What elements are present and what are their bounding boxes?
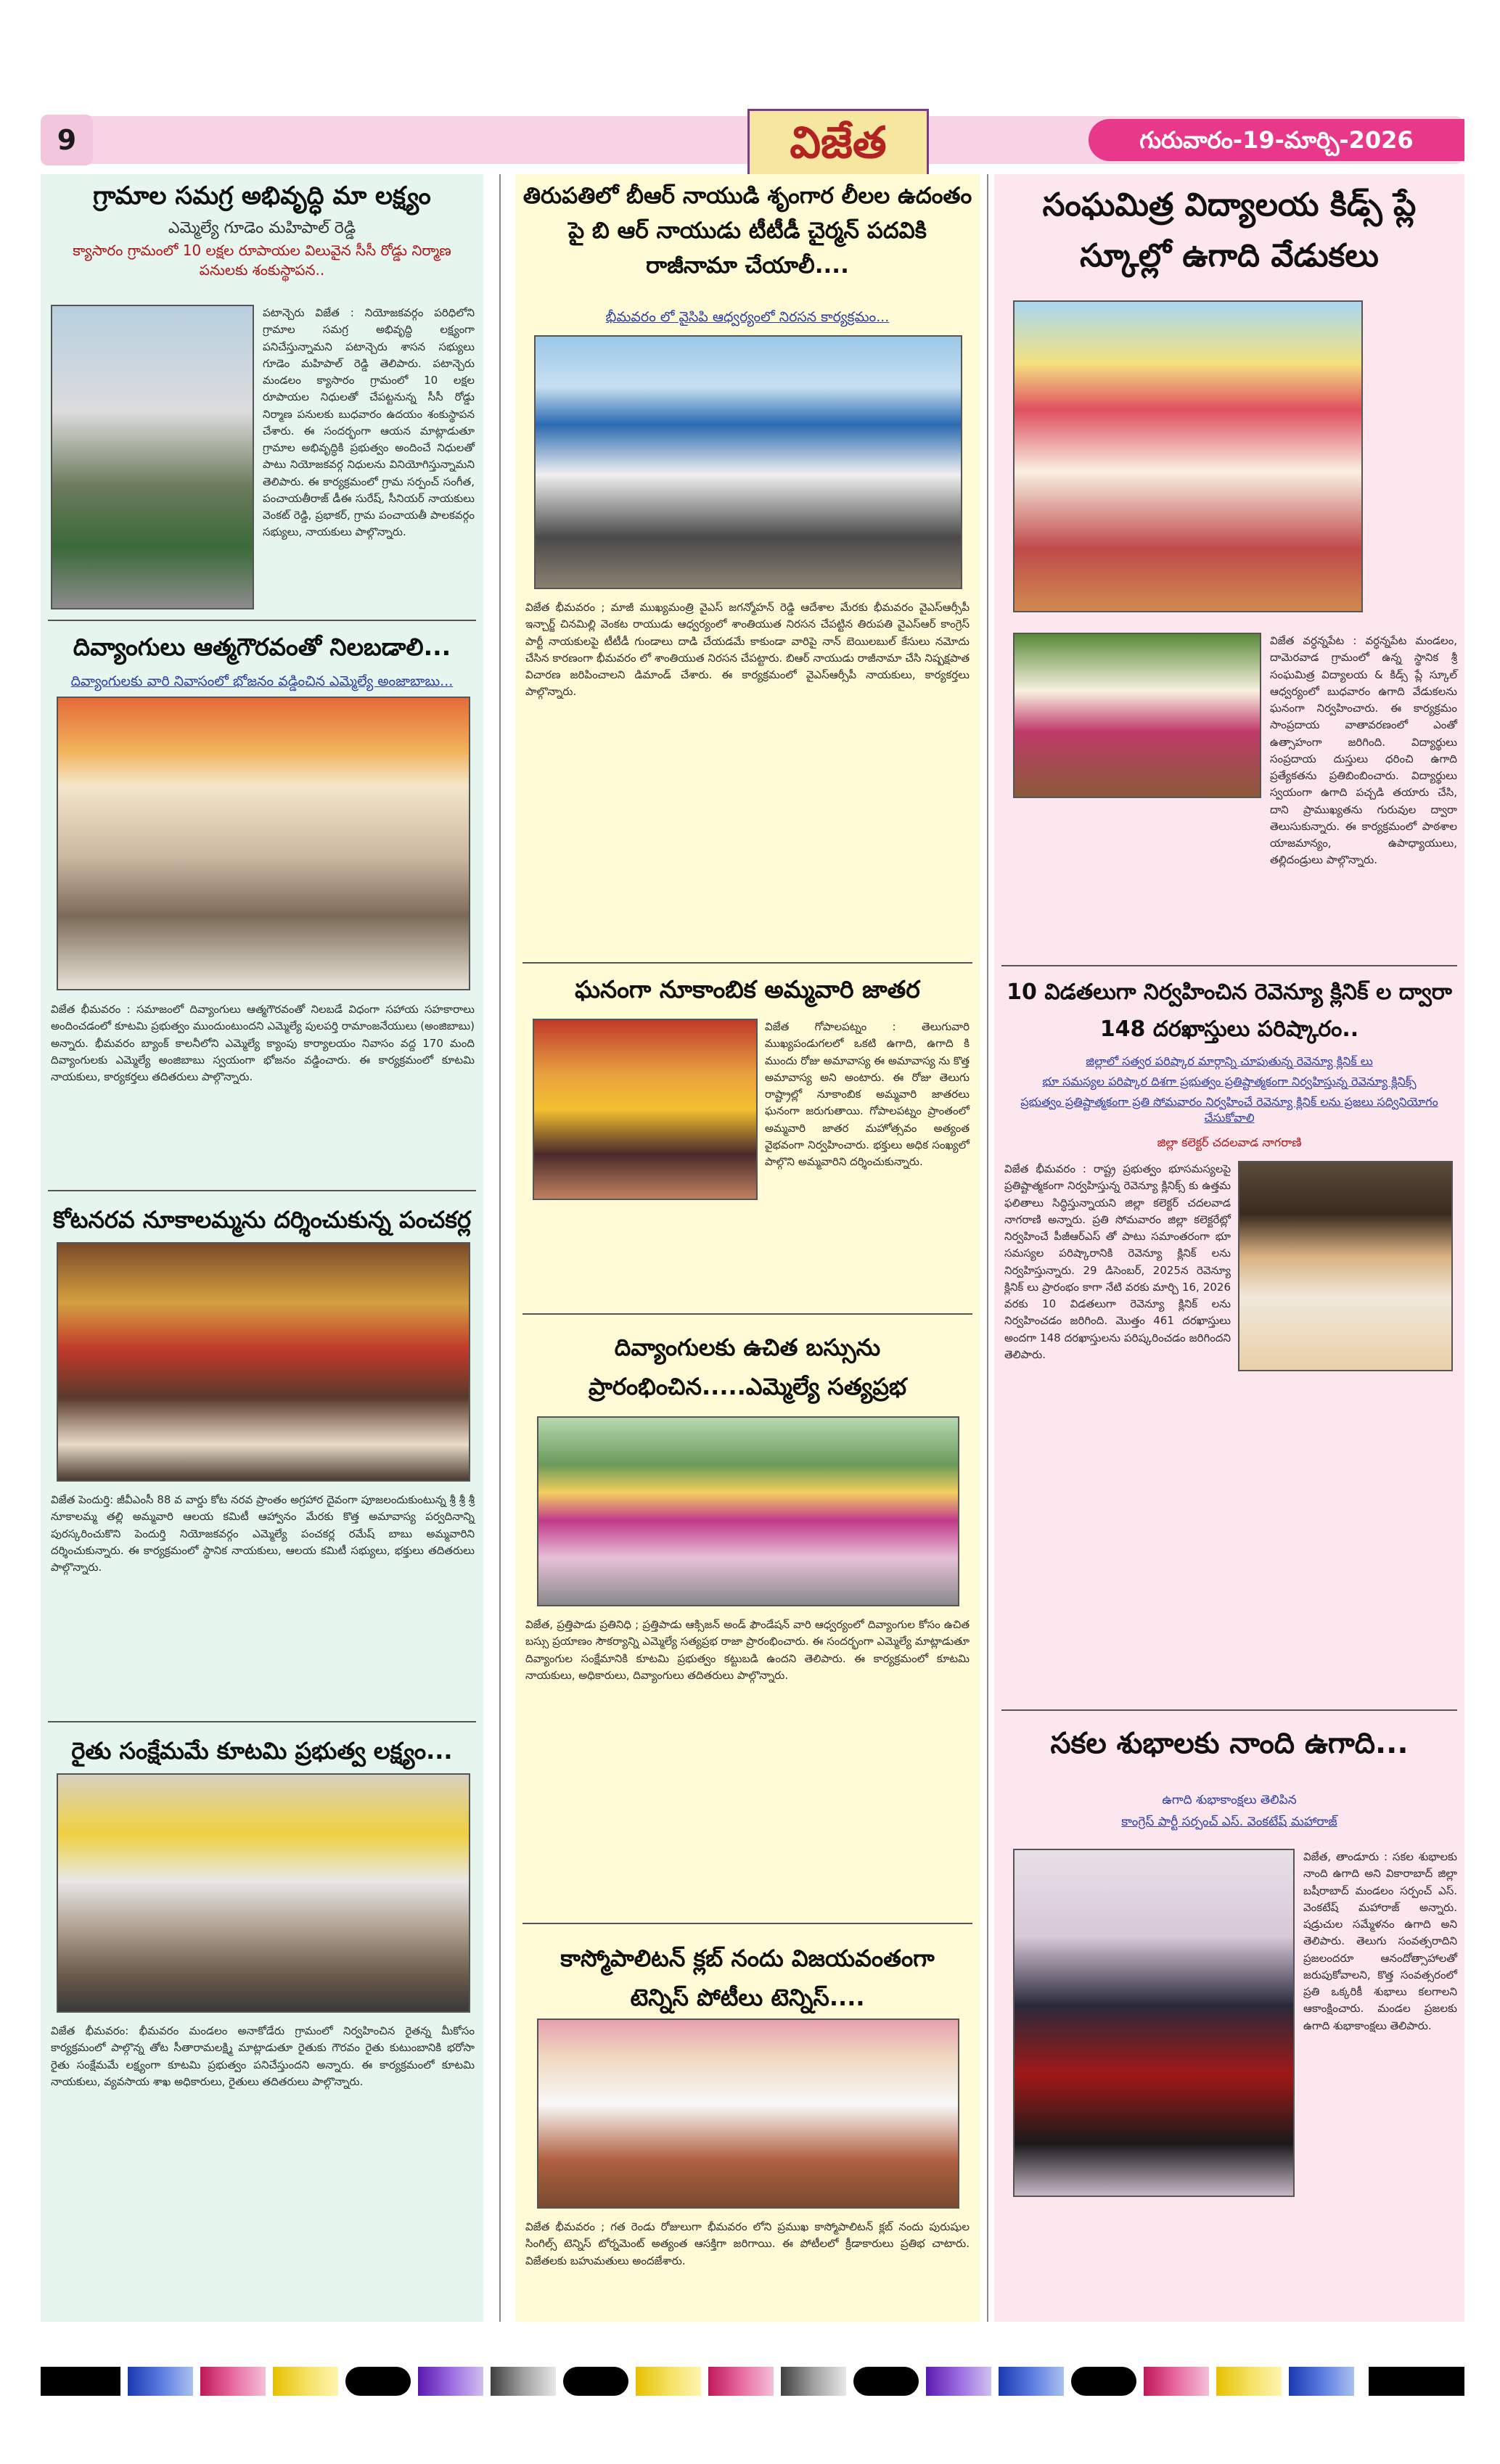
article-body: విజేత పెందుర్తి: జీవీఎంసీ 88 వ వార్డు కోట నరవ ప్రాంతం అగ్రహార దైవంగా పూజలందుకుంటున్న శ్రీ శ్రీ శ్రీ నూకాలమ్మ తల్లి అమ్మవారి ఆలయ కమిటీ ఆహ్వానం మేరకు కొత్త అమావాస్య పర్వదినాన్ని పురస్కరించుకొని పెందుర్తి నియోజకవర్గం ఎమ్మెల్యే పంచకర్ల రమేష్ బాబు అమ్మవారిని దర్శించుకున్నారు. ఈ కార్యక్రమంలో స్థానిక నాయకులు, ఆలయ కమిటీ సభ్యులు, భక్తులు తదితరులు పాల్గొన్నారు.	[51, 1493, 475, 1574]
news-photo	[51, 305, 254, 609]
issue-date: గురువారం-19-మార్చి-2026	[1089, 119, 1464, 161]
column-divider	[987, 174, 988, 2322]
article-divider	[522, 1313, 972, 1315]
article-body: విజేత భీమవరం : రాష్ట్ర ప్రభుత్వం భూసమస్యలపై ప్రతిష్టాత్మకంగా నిర్వహిస్తున్న రెవెన్యూ క్లినిక్స్ కు ఉత్తమ ఫలితాలు సిద్ధిస్తున్నాయని జిల్లా కలెక్టర్ చదలవాడ నాగరాణి అన్నారు. ప్రతి సోమవారం జిల్లా కలెక్టరేట్లో నిర్వహించే పీజీఆర్ఎస్ తో పాటు సమాంతరంగా భూ సమస్యల పరిష్కారానికి రెవెన్యూ క్లినిక్ లను నిర్వహిస్తున్నారు. 29 డిసెంబర్, 2025న రెవెన్యూ క్లినిక్ లు ప్రారంభం కాగా నేటి వరకు మార్చి 16, 2026 వరకు 10 విడతలుగా రెవెన్యూ క్లినిక్ లను నిర్వహించడం జరిగింది. మొత్తం 461 దరఖాస్తులు అందగా 148 దరఖాస్తులను పరిష్కరించడం జరిగిందని తెలిపారు.	[1004, 1162, 1231, 1361]
article-subhead: ప్రభుత్వం ప్రతిష్టాత్మకంగా ప్రతి సోమవారం నిర్వహించే రెవెన్యూ క్లినిక్ లను ప్రజలు సద్వినియోగం చేసుకోవాలి	[1020, 1095, 1438, 1125]
article-divider	[1001, 965, 1457, 966]
article-body: విజేత గోపాలపట్నం : తెలుగువారి ముఖ్యపండుగలలో ఒకటి ఉగాది, ఉగాది కి ముందు రోజు అమావాస్య ఈ అమావాస్య ను కొత్త అమావాస్య అని అంటారు. ఈ రోజు తెలుగు రాష్ట్రాల్లో నూకాంబిక అమ్మవారి జాతరలు ఘనంగా జరుగుతాయి. గోపాలపట్నం ప్రాంతంలో అమ్మవారి జాతర మహోత్సవం అత్యంత వైభవంగా నిర్వహించారు. భక్తులు అధిక సంఖ్యలో పాల్గొని అమ్మవారిని దర్శించుకున్నారు.	[765, 1020, 970, 1168]
article-body: విజేత, ప్రత్తిపాడు ప్రతినిధి ; ప్రత్తిపాడు ఆక్సిజన్ అండ్ ఫౌండేషన్ వారి ఆధ్వర్యంలో దివ్యాంగుల కోసం ఉచిత బస్సు ప్రయాణం సౌకర్యాన్ని ఎమ్మెల్యే సత్యప్రభ రాజా ప్రారంభించారు. ఈ సందర్భంగా ఎమ్మెల్యే మాట్లాడుతూ దివ్యాంగుల సంక్షేమానికి కూటమి ప్రభుత్వం కట్టుబడి ఉందని తెలిపారు. ఈ కార్యక్రమంలో కూటమి నాయకులు, అధికారులు, దివ్యాంగులు తదితరులు పాల్గొన్నారు.	[525, 1618, 970, 1682]
article-divider	[48, 620, 476, 621]
news-photo	[57, 697, 470, 990]
article-subhead: ఎమ్మెల్యే గూడెం మహిపాల్ రెడ్డి	[168, 219, 356, 237]
article-subhead: కాంగ్రెస్ పార్టీ సర్పంచ్ ఎస్. వెంకటేష్ మహారాజ్	[1121, 1815, 1337, 1829]
article-headline: తిరుపతిలో బీఆర్ నాయుడి శృంగార లీలల ఉదంతం పై బి ఆర్ నాయుడు టీటీడీ చైర్మన్ పదవికి రాజీనామా చేయాలీ....	[522, 183, 972, 279]
article-headline: ఘనంగా నూకాంబిక అమ్మవారి జాతర	[575, 975, 920, 1003]
article-body: విజేత భీమవరం ; మాజీ ముఖ్యమంత్రి వైఎస్ జగన్మోహన్ రెడ్డి ఆదేశాల మేరకు భీమవరం వైఎస్ఆర్సీపీ ఇన్చార్జ్ చినమిల్లి వెంకట రాయుడు ఆధ్వర్యంలో శాంతియుత నిరసన చేపట్టిన తిరుపతి వైఎస్ఆర్ కాంగ్రెస్ పార్టీ నాయకులపై టీటీడీ గుండాలు దాడి చేయడమే కాకుండా వారిపై నాన్ బెయిలబుల్ కేసులు నమోదు చేసిన కారణంగా భీమవరం లో శాంతియుత నిరసన చేపట్టారు. బిఆర్ నాయుడు రాజీనామా చేసి నిష్పక్షపాత విచారణ జరిపించాలని డిమాండ్ చేశారు. ఈ కార్యక్రమంలో వైఎస్ఆర్సీపీ నాయకులు, కార్యకర్తలు పాల్గొన్నారు.	[525, 601, 970, 699]
article-subhead: జిల్లాలో సత్వర పరిష్కార మార్గాన్ని చూపుతున్న రెవెన్యూ క్లినిక్ లు	[1086, 1054, 1373, 1068]
article-headline: 10 విడతలుగా నిర్వహించిన రెవెన్యూ క్లినిక్ ల ద్వారా 148 దరఖాస్తులు పరిష్కారం..	[1007, 980, 1452, 1042]
article-divider	[48, 1721, 476, 1722]
news-photo	[57, 1773, 470, 2013]
news-photo	[57, 1242, 470, 1482]
article-headline: గ్రామాల సమగ్ర అభివృద్ధి మా లక్ష్యం	[93, 181, 431, 210]
article-subhead: ఉగాది శుభాకాంక్షలు తెలిపిన	[1162, 1793, 1297, 1807]
article-divider	[522, 1923, 972, 1924]
article-body: విజేత వర్ధన్నపేట : వర్ధన్నపేట మండలం, దామెరవాడ గ్రామంలో ఉన్న స్థానిక శ్రీ సంఘమిత్ర విద్యాలయ & కిడ్స్ ప్లే స్కూల్ ఆధ్వర్యంలో బుధవారం ఉగాది వేడుకలను ఘనంగా నిర్వహించారు. ఈ కార్యక్రమం సాంప్రదాయ వాతావరణంలో ఎంతో ఉత్సాహంగా జరిగింది. విద్యార్థులు సంప్రదాయ దుస్తులు ధరించి ఉగాది ప్రత్యేకతను ప్రతిబింబించారు. విద్యార్థులు స్వయంగా ఉగాది పచ్చడి తయారు చేసి, దాని ప్రాముఖ్యతను గురువుల ద్వారా తెలుసుకున్నారు. ఈ కార్యక్రమంలో పాఠశాల యాజమాన్యం, ఉపాధ్యాయులు, తల్లిదండ్రులు పాల్గొన్నారు.	[1270, 634, 1457, 867]
news-photo	[537, 2019, 959, 2209]
masthead-logo: విజేత	[747, 109, 929, 178]
article-subhead: జిల్లా కలెక్టర్ చదలవాడ నాగరాణి	[1157, 1136, 1302, 1149]
news-photo	[537, 1416, 959, 1606]
news-photo	[1013, 633, 1261, 798]
news-photo	[533, 1019, 758, 1200]
news-photo	[1013, 300, 1363, 612]
article-body: విజేత భీమవరం ; గత రెండు రోజులుగా భీమవరం లోని ప్రముఖ కాస్మోపాలిటన్ క్లబ్ నందు పురుషుల సింగిల్స్ టెన్నిస్ టోర్నమెంట్ అత్యంత ఆసక్తిగా జరిగాయి. ఈ పోటీలలో క్రీడాకారులు ప్రతిభ చాటారు. విజేతలకు బహుమతులు అందజేశారు.	[525, 2220, 970, 2267]
page-number: 9	[41, 115, 93, 165]
article-headline: సంఘమిత్ర విద్యాలయ కిడ్స్ ప్లే స్కూల్లో ఉగాది వేడుకలు	[1042, 186, 1417, 275]
article-headline: రైతు సంక్షేమమే కూటమి ప్రభుత్వ లక్ష్యం...	[71, 1737, 453, 1765]
article-subhead: క్యాసారం గ్రామంలో 10 లక్షల రూపాయల విలువైన సీసీ రోడ్డు నిర్మాణ పనులకు శంకుస్థాపన..	[73, 242, 451, 279]
news-photo	[1238, 1161, 1453, 1371]
article-headline: సకల శుభాలకు నాంది ఉగాది...	[1050, 1727, 1409, 1760]
article-subhead: భూ సమస్యల పరిష్కార దిశగా ప్రభుత్వం ప్రతిష్టాత్మకంగా నిర్వహిస్తున్న రెవెన్యూ క్లినిక్స్	[1042, 1075, 1417, 1088]
article-body: విజేత, తాండూరు : సకల శుభాలకు నాంది ఉగాది అని వికారాబాద్ జిల్లా బషీరాబాద్ మండలం సర్పంచ్ ఎస్. వెంకటేష్ మహారాజ్ అన్నారు. షడ్రుచుల సమ్మేళనం ఉగాది అని తెలిపారు. తెలుగు సంవత్సరాదిని ప్రజలందరూ ఆనందోత్సాహాలతో జరుపుకోవాలని, కొత్త సంవత్సరంలో ప్రతి ఒక్కరికీ శుభాలు కలగాలని ఆకాంక్షించారు. మండల ప్రజలకు ఉగాది శుభాకాంక్షలు తెలిపారు.	[1303, 1850, 1457, 2032]
news-photo	[534, 335, 962, 589]
article-divider	[1001, 1709, 1457, 1711]
news-photo	[1013, 1849, 1295, 2197]
article-headline: దివ్యాంగులు ఆత్మగౌరవంతో నిలబడాలి...	[73, 633, 451, 661]
article-subhead: దివ్యాంగులకు వారి నివాసంలో భోజనం వడ్డించిన ఎమ్మెల్యే అంజాబాబు...	[70, 673, 454, 689]
column-divider	[499, 174, 501, 2322]
article-subhead: భీమవరం లో వైసిపి ఆధ్వర్యంలో నిరసన కార్యక్రమం...	[605, 309, 890, 325]
article-headline: కాస్మోపాలిటన్ క్లబ్ నందు విజయవంతంగా టెన్నిస్ పోటీలు టెన్నిస్....	[560, 1944, 935, 2012]
article-body: విజేత భీమవరం : సమాజంలో దివ్యాంగులు ఆత్మగౌరవంతో నిలబడే విధంగా సహాయ సహకారాలు అందించడంలో కూటమి ప్రభుత్వం ముందుంటుందని ఎమ్మెల్యే పులపర్తి రామాంజనేయులు (అంజిబాబు) అన్నారు. భీమవరం బ్యాంక్ కాలనీలోని ఎమ్మెల్యే క్యాంపు కార్యాలయం నివాసం వద్ద 170 మంది దివ్యాంగులకు ఎమ్మెల్యే అంజిబాబు స్వయంగా భోజనం వడ్డించారు. ఈ కార్యక్రమంలో కూటమి నాయకులు, కార్యకర్తలు తదితరులు పాల్గొన్నారు.	[51, 1003, 475, 1083]
article-body: పటాన్చెరు విజేత : నియోజకవర్గం పరిధిలోని గ్రామాల సమగ్ర అభివృద్ధి లక్ష్యంగా పనిచేస్తున్నామని పటాన్చెరు శాసన సభ్యులు గూడెం మహిపాల్ రెడ్డి తెలిపారు. పటాన్చెరు మండలం క్యాసారం గ్రామంలో 10 లక్షల రూపాయల నిధులతో చేపట్టనున్న సీసీ రోడ్డు నిర్మాణ పనులకు బుధవారం ఉదయం శంకుస్థాపన చేశారు. ఈ సందర్భంగా ఆయన మాట్లాడుతూ గ్రామాల అభివృద్ధికి ప్రభుత్వం అందించే నిధులతో పాటు నియోజకవర్గ నిధులను వినియోగిస్తున్నామని తెలిపారు. ఈ కార్యక్రమంలో గ్రామ సర్పంచ్ సంగీత, పంచాయతీరాజ్ డీఈ సురేష్, సీనియర్ నాయకులు వెంకట్ రెడ్డి, ప్రభాకర్, గ్రామ పంచాయతీ పాలకవర్గం సభ్యులు, నాయకులు పాల్గొన్నారు.	[263, 306, 475, 539]
article-headline: దివ్యాంగులకు ఉచిత బస్సును ప్రారంభించిన.....ఎమ్మెల్యే సత్యప్రభ	[588, 1334, 907, 1401]
article-divider	[522, 962, 972, 964]
article-headline: కోటనరవ నూకాలమ్మను దర్శించుకున్న పంచకర్ల	[53, 1206, 471, 1233]
article-divider	[48, 1190, 476, 1191]
footer-color-strip	[41, 2367, 1464, 2396]
article-body: విజేత భీమవరం: భీమవరం మండలం అనాకోడేరు గ్రామంలో నిర్వహించిన రైతన్న మీకోసం కార్యక్రమంలో పాల్గొన్న తోట సీతారామలక్ష్మి మాట్లాడుతూ రైతుకు గౌరవం రైతు కుటుంబానికి భరోసా రైతు సంక్షేమమే లక్ష్యంగా కూటమి ప్రభుత్వం పనిచేస్తుందని అన్నారు. ఈ కార్యక్రమంలో కూటమి నాయకులు, వ్యవసాయ శాఖ అధికారులు, రైతులు తదితరులు పాల్గొన్నారు.	[51, 2024, 475, 2088]
